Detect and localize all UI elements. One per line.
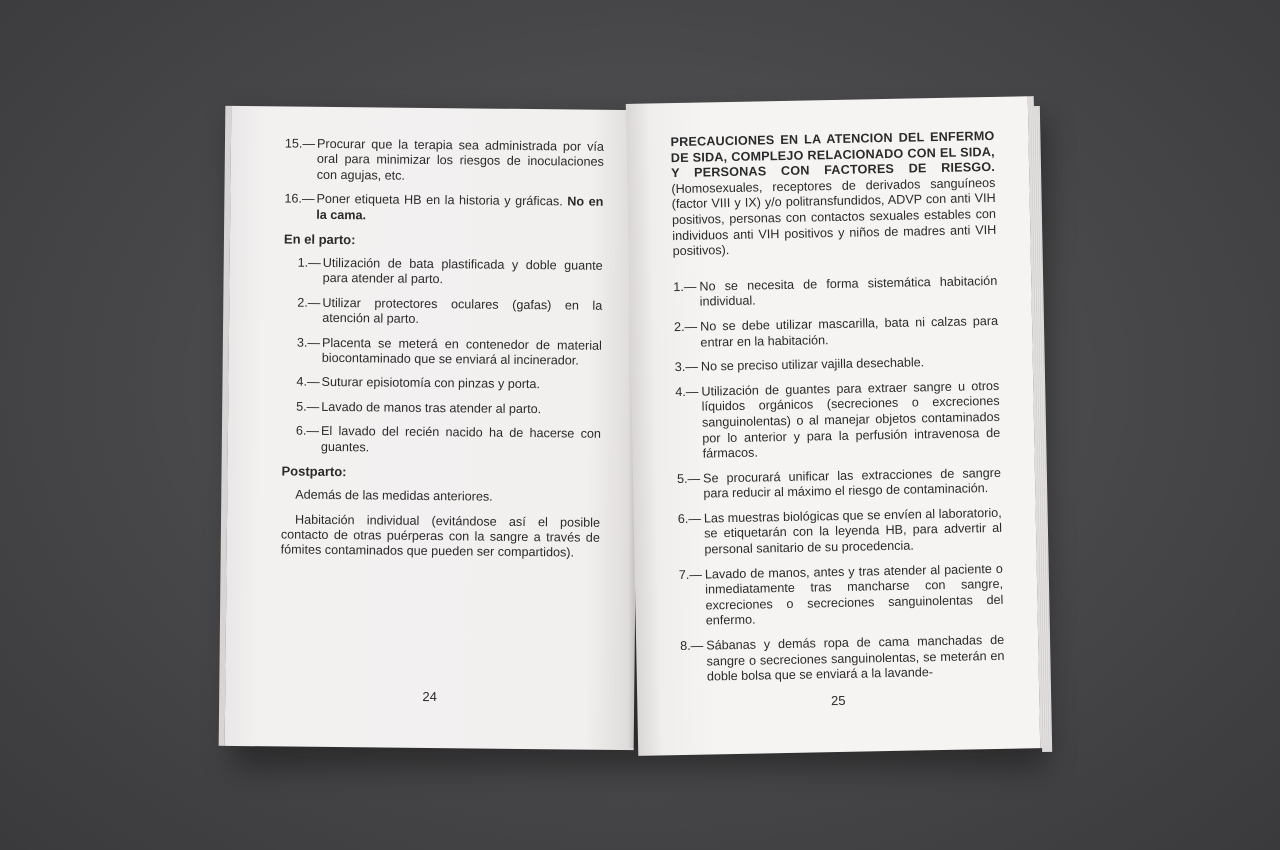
item-number: 16.— <box>284 191 315 207</box>
item-text: Utilizar protectores oculares (gafas) en la atención al parto. <box>322 295 603 327</box>
section-heading-postparto: Postparto: <box>281 463 347 480</box>
section-title-description: (Homosexuales, receptores de derivados sanguíneos (factor VIII y IX) y/o politransfundidos, ADVP con anti VIH positivos, personas con contactos sexuales estables con individuos anti VIH positivos y niños de madres anti VIH positivos). <box>671 175 997 259</box>
list-item <box>283 335 602 369</box>
item-number: 3.— <box>296 335 321 350</box>
right-page <box>626 96 1046 756</box>
item-text: Sábanas y demás ropa de cama manchadas de sangre o secreciones sanguinolentas, se meterán en doble bolsa que se enviará a la lavande- <box>706 632 1005 684</box>
item-number: 4.— <box>675 384 699 399</box>
item-number: 7.— <box>678 567 703 582</box>
item-number: 5.— <box>296 399 320 414</box>
item-number: 6.— <box>677 511 701 526</box>
section-title: PRECAUCIONES EN LA ATENCION DEL ENFERMO DE SIDA, COMPLEJO RELACIONADO CON EL SIDA, Y PERSONAS CON FACTORES DE RIESGO. <box>670 128 996 181</box>
item-text: Utilización de bata plastificada y doble guante para atender al parto. <box>322 255 603 287</box>
item-text: Utilización de guantes para extraer sangre u otros líquidos orgánicos (secreciones o excreciones sanguinolentas) o al manejar objetos contaminados por lo anterior y para la perfusión intravenosa de fármacos. <box>701 378 1001 461</box>
item-number: 2.— <box>297 295 321 310</box>
list-item <box>678 506 1003 559</box>
item-number: 8.— <box>680 638 704 654</box>
list-item <box>677 466 1002 503</box>
section-heading-parto: En el parto: <box>283 231 356 248</box>
item-text: Placenta se meterá en contenedor de material biocontaminado que se enviará al incinerador. <box>321 335 602 368</box>
list-item <box>674 314 999 351</box>
item-number: 4.— <box>296 375 320 390</box>
page-number: 24 <box>422 688 438 705</box>
item-number: 1.— <box>673 279 697 294</box>
page-number: 25 <box>830 692 846 709</box>
item-text-regular: Poner etiqueta HB en la historia y gráficas. <box>316 192 568 209</box>
list-item <box>679 561 1004 630</box>
paragraph: Además de las medidas anteriores. <box>295 487 493 504</box>
paragraph: Habitación individual (evitándose así el posible contacto de otras puérperas con la sangre a través de fómites contaminados que pueden ser compartidos). <box>280 512 601 560</box>
item-text: No se necesita de forma sistemática habitación individual. <box>699 273 998 309</box>
list-item <box>675 379 1000 463</box>
list-item <box>675 354 999 376</box>
list-item <box>282 424 601 458</box>
item-number: 6.— <box>295 423 320 439</box>
item-number: 1.— <box>297 255 321 270</box>
list-item <box>284 192 603 226</box>
item-text: Procurar que la terapia sea administrada por vía oral para minimizar los riesgos de inoculaciones con agujas, etc. <box>316 136 605 183</box>
item-text: No se debe utilizar mascarilla, bata ni calzas para entrar en la habitación. <box>700 313 999 350</box>
list-item <box>282 375 601 394</box>
item-text: Suturar episiotomía con pinzas y porta. <box>321 375 541 392</box>
item-number: 3.— <box>674 359 699 375</box>
item-text: Se procurará unificar las extracciones de sangre para reducir al máximo el riesgo de contaminación. <box>702 465 1002 501</box>
item-text: Las muestras biológicas que se envíen al laboratorio, se etiquetarán con la leyenda HB, para advertir al personal sanitario de su procedencia. <box>703 505 1003 557</box>
item-text: El lavado del recién nacido ha de hacerse con guantes. <box>320 424 602 455</box>
list-item <box>680 633 1005 686</box>
item-text: No se preciso utilizar vajilla desechable. <box>700 355 925 374</box>
item-number: 2.— <box>673 319 698 335</box>
list-item <box>282 399 601 418</box>
list-item <box>283 295 602 329</box>
list-item <box>283 255 602 289</box>
item-number: 5.— <box>676 471 701 486</box>
list-item <box>673 274 998 311</box>
left-page <box>219 106 641 750</box>
item-number: 15.— <box>284 136 316 151</box>
item-text-bold: No en la cama. <box>316 194 604 222</box>
item-text: Lavado de manos, antes y tras atender al paciente o inmediatamente tras mancharse con sangre, excreciones o secreciones sanguinolentas del enfermo. <box>704 561 1004 628</box>
item-text: Lavado de manos tras atender al parto. <box>321 399 542 417</box>
item-text <box>316 192 603 226</box>
section-title-block <box>670 129 996 260</box>
list-item <box>285 136 604 186</box>
